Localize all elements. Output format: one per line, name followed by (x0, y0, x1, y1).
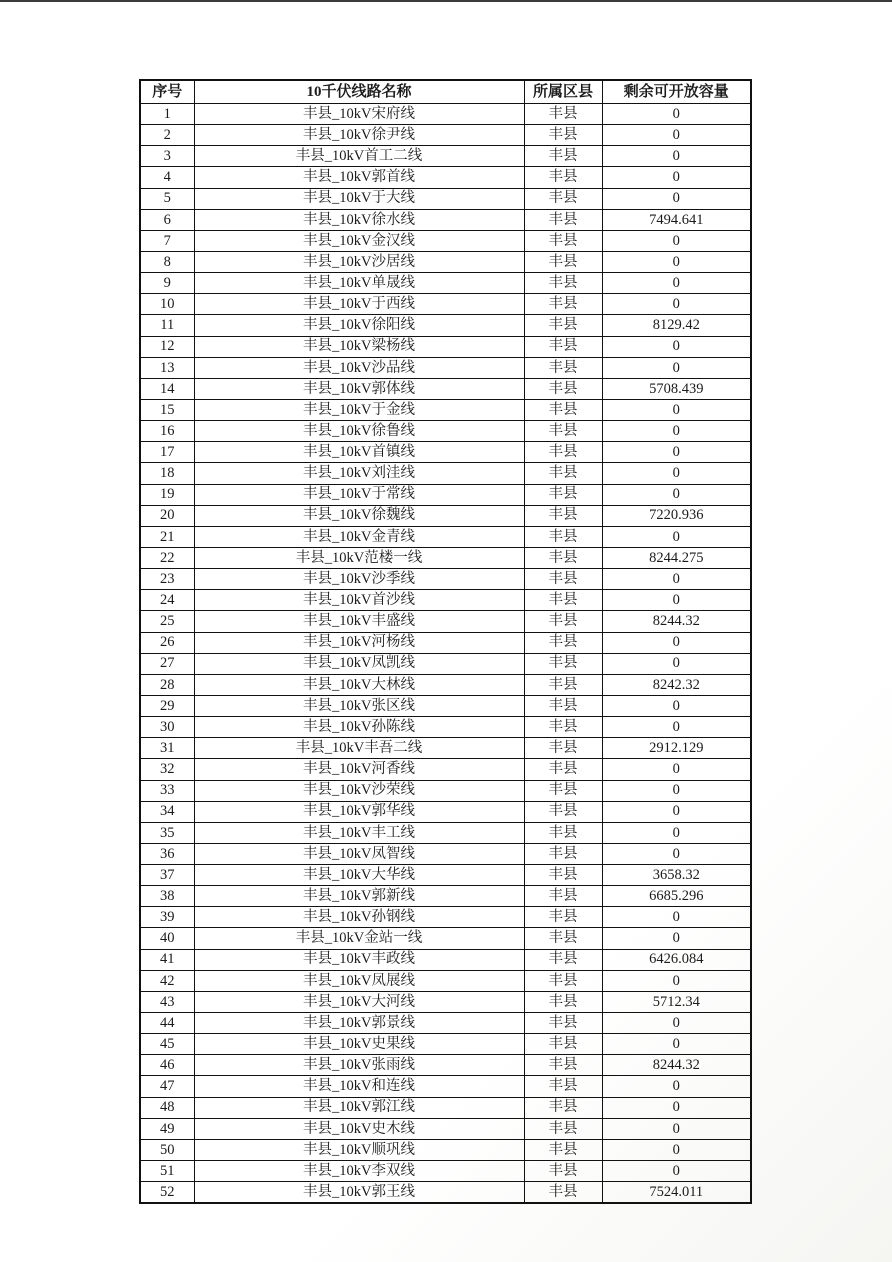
cell-district: 丰县 (524, 865, 602, 886)
cell-district: 丰县 (524, 1182, 602, 1204)
cell-district: 丰县 (524, 315, 602, 336)
cell-district: 丰县 (524, 632, 602, 653)
cell-capacity: 0 (602, 759, 751, 780)
cell-capacity: 0 (602, 484, 751, 505)
cell-district: 丰县 (524, 230, 602, 251)
cell-district: 丰县 (524, 653, 602, 674)
table-row (140, 590, 751, 611)
cell-district: 丰县 (524, 378, 602, 399)
cell-district: 丰县 (524, 1097, 602, 1118)
col-header-line-name: 10千伏线路名称 (194, 80, 524, 104)
table-row (140, 315, 751, 336)
table-row (140, 1161, 751, 1182)
cell-district: 丰县 (524, 1118, 602, 1139)
cell-line-name: 丰县_10kV河杨线 (194, 632, 524, 653)
cell-line-name: 丰县_10kV丰吾二线 (194, 738, 524, 759)
cell-serial: 28 (140, 674, 194, 695)
cell-line-name: 丰县_10kV金青线 (194, 526, 524, 547)
table-row (140, 146, 751, 167)
table-row (140, 970, 751, 991)
cell-capacity: 5708.439 (602, 378, 751, 399)
cell-district: 丰县 (524, 188, 602, 209)
cell-line-name: 丰县_10kV首工二线 (194, 146, 524, 167)
cell-line-name: 丰县_10kV于金线 (194, 399, 524, 420)
table-row (140, 378, 751, 399)
cell-capacity: 0 (602, 1097, 751, 1118)
table-row (140, 1055, 751, 1076)
cell-line-name: 丰县_10kV徐魏线 (194, 505, 524, 526)
cell-line-name: 丰县_10kV徐尹线 (194, 125, 524, 146)
table-row (140, 125, 751, 146)
table-row (140, 907, 751, 928)
table-row (140, 886, 751, 907)
table-row (140, 1139, 751, 1160)
cell-serial: 24 (140, 590, 194, 611)
cell-capacity: 0 (602, 695, 751, 716)
table-row (140, 104, 751, 125)
cell-capacity: 0 (602, 442, 751, 463)
cell-district: 丰县 (524, 1034, 602, 1055)
cell-line-name: 丰县_10kV梁杨线 (194, 336, 524, 357)
cell-district: 丰县 (524, 695, 602, 716)
cell-serial: 36 (140, 843, 194, 864)
cell-district: 丰县 (524, 484, 602, 505)
cell-line-name: 丰县_10kV凤凯线 (194, 653, 524, 674)
cell-district: 丰县 (524, 251, 602, 272)
cell-line-name: 丰县_10kV顺巩线 (194, 1139, 524, 1160)
cell-capacity: 0 (602, 780, 751, 801)
cell-line-name: 丰县_10kV徐阳线 (194, 315, 524, 336)
cell-capacity: 0 (602, 463, 751, 484)
cell-district: 丰县 (524, 104, 602, 125)
cell-capacity: 0 (602, 1118, 751, 1139)
table-row (140, 547, 751, 568)
cell-district: 丰县 (524, 125, 602, 146)
cell-serial: 18 (140, 463, 194, 484)
cell-serial: 2 (140, 125, 194, 146)
cell-capacity: 5712.34 (602, 991, 751, 1012)
table-row (140, 822, 751, 843)
cell-district: 丰县 (524, 801, 602, 822)
cell-capacity: 0 (602, 1076, 751, 1097)
cell-district: 丰县 (524, 674, 602, 695)
cell-district: 丰县 (524, 949, 602, 970)
cell-district: 丰县 (524, 822, 602, 843)
cell-serial: 7 (140, 230, 194, 251)
cell-capacity: 0 (602, 357, 751, 378)
cell-serial: 23 (140, 569, 194, 590)
cell-capacity: 0 (602, 1034, 751, 1055)
table-row (140, 1013, 751, 1034)
cell-capacity: 8129.42 (602, 315, 751, 336)
table-row (140, 1118, 751, 1139)
cell-line-name: 丰县_10kV大林线 (194, 674, 524, 695)
table-header-row (140, 80, 751, 104)
cell-serial: 48 (140, 1097, 194, 1118)
cell-capacity: 0 (602, 928, 751, 949)
cell-district: 丰县 (524, 1161, 602, 1182)
table-row (140, 569, 751, 590)
cell-serial: 32 (140, 759, 194, 780)
cell-line-name: 丰县_10kV凤智线 (194, 843, 524, 864)
table-row (140, 336, 751, 357)
cell-line-name: 丰县_10kV郭首线 (194, 167, 524, 188)
cell-line-name: 丰县_10kV大华线 (194, 865, 524, 886)
cell-line-name: 丰县_10kV河香线 (194, 759, 524, 780)
cell-district: 丰县 (524, 1055, 602, 1076)
cell-line-name: 丰县_10kV丰工线 (194, 822, 524, 843)
cell-capacity: 0 (602, 167, 751, 188)
cell-capacity: 0 (602, 526, 751, 547)
table-row (140, 801, 751, 822)
cell-serial: 14 (140, 378, 194, 399)
table-row (140, 928, 751, 949)
cell-serial: 19 (140, 484, 194, 505)
col-header-index: 序号 (140, 80, 194, 104)
table-row (140, 1034, 751, 1055)
cell-line-name: 丰县_10kV郭新线 (194, 886, 524, 907)
table-row (140, 442, 751, 463)
cell-line-name: 丰县_10kV和连线 (194, 1076, 524, 1097)
cell-serial: 27 (140, 653, 194, 674)
cell-capacity: 8242.32 (602, 674, 751, 695)
cell-capacity: 0 (602, 843, 751, 864)
cell-district: 丰县 (524, 1013, 602, 1034)
cell-capacity: 6426.084 (602, 949, 751, 970)
table-row (140, 188, 751, 209)
table-row (140, 526, 751, 547)
cell-capacity: 0 (602, 1139, 751, 1160)
table-row (140, 357, 751, 378)
cell-line-name: 丰县_10kV于大线 (194, 188, 524, 209)
cell-capacity: 0 (602, 717, 751, 738)
cell-capacity: 8244.32 (602, 611, 751, 632)
cell-serial: 44 (140, 1013, 194, 1034)
col-header-district: 所属区县 (524, 80, 602, 104)
cell-district: 丰县 (524, 1139, 602, 1160)
cell-line-name: 丰县_10kV徐水线 (194, 209, 524, 230)
cell-line-name: 丰县_10kV刘洼线 (194, 463, 524, 484)
cell-line-name: 丰县_10kV大河线 (194, 991, 524, 1012)
table-row (140, 273, 751, 294)
cell-serial: 40 (140, 928, 194, 949)
cell-serial: 51 (140, 1161, 194, 1182)
table-row (140, 484, 751, 505)
table-row (140, 949, 751, 970)
cell-district: 丰县 (524, 526, 602, 547)
cell-capacity: 7524.011 (602, 1182, 751, 1204)
cell-line-name: 丰县_10kV首沙线 (194, 590, 524, 611)
cell-capacity: 6685.296 (602, 886, 751, 907)
capacity-table (139, 79, 752, 1204)
table-row (140, 209, 751, 230)
cell-line-name: 丰县_10kV张雨线 (194, 1055, 524, 1076)
cell-line-name: 丰县_10kV于常线 (194, 484, 524, 505)
cell-district: 丰县 (524, 167, 602, 188)
cell-line-name: 丰县_10kV李双线 (194, 1161, 524, 1182)
cell-serial: 15 (140, 399, 194, 420)
cell-capacity: 0 (602, 104, 751, 125)
cell-district: 丰县 (524, 907, 602, 928)
cell-district: 丰县 (524, 336, 602, 357)
table-row (140, 1097, 751, 1118)
cell-capacity: 8244.32 (602, 1055, 751, 1076)
table-row (140, 695, 751, 716)
cell-capacity: 0 (602, 230, 751, 251)
cell-capacity: 0 (602, 399, 751, 420)
cell-capacity: 3658.32 (602, 865, 751, 886)
table-row (140, 738, 751, 759)
cell-serial: 26 (140, 632, 194, 653)
cell-serial: 8 (140, 251, 194, 272)
cell-line-name: 丰县_10kV范楼一线 (194, 547, 524, 568)
cell-line-name: 丰县_10kV史果线 (194, 1034, 524, 1055)
cell-district: 丰县 (524, 463, 602, 484)
table-row (140, 843, 751, 864)
cell-serial: 11 (140, 315, 194, 336)
cell-serial: 38 (140, 886, 194, 907)
cell-line-name: 丰县_10kV丰政线 (194, 949, 524, 970)
cell-line-name: 丰县_10kV丰盛线 (194, 611, 524, 632)
cell-district: 丰县 (524, 357, 602, 378)
table-row (140, 632, 751, 653)
cell-capacity: 0 (602, 632, 751, 653)
cell-serial: 29 (140, 695, 194, 716)
cell-serial: 52 (140, 1182, 194, 1204)
table-body (140, 104, 751, 1204)
cell-line-name: 丰县_10kV史木线 (194, 1118, 524, 1139)
cell-serial: 37 (140, 865, 194, 886)
cell-serial: 25 (140, 611, 194, 632)
cell-line-name: 丰县_10kV沙品线 (194, 357, 524, 378)
table-row (140, 653, 751, 674)
cell-capacity: 0 (602, 125, 751, 146)
table-row (140, 674, 751, 695)
cell-district: 丰县 (524, 294, 602, 315)
cell-line-name: 丰县_10kV首镇线 (194, 442, 524, 463)
cell-district: 丰县 (524, 421, 602, 442)
cell-district: 丰县 (524, 843, 602, 864)
table-row (140, 1076, 751, 1097)
cell-district: 丰县 (524, 970, 602, 991)
cell-serial: 9 (140, 273, 194, 294)
cell-capacity: 7220.936 (602, 505, 751, 526)
cell-serial: 12 (140, 336, 194, 357)
cell-serial: 4 (140, 167, 194, 188)
cell-line-name: 丰县_10kV郭江线 (194, 1097, 524, 1118)
cell-line-name: 丰县_10kV郭体线 (194, 378, 524, 399)
cell-line-name: 丰县_10kV金汉线 (194, 230, 524, 251)
cell-district: 丰县 (524, 780, 602, 801)
table-row (140, 865, 751, 886)
cell-serial: 1 (140, 104, 194, 125)
table-row (140, 167, 751, 188)
cell-capacity: 0 (602, 336, 751, 357)
table-row (140, 780, 751, 801)
cell-serial: 35 (140, 822, 194, 843)
cell-district: 丰县 (524, 717, 602, 738)
cell-serial: 46 (140, 1055, 194, 1076)
cell-district: 丰县 (524, 759, 602, 780)
table-row (140, 294, 751, 315)
cell-district: 丰县 (524, 569, 602, 590)
table-row (140, 505, 751, 526)
cell-serial: 39 (140, 907, 194, 928)
cell-serial: 50 (140, 1139, 194, 1160)
cell-serial: 10 (140, 294, 194, 315)
cell-serial: 41 (140, 949, 194, 970)
table-row (140, 399, 751, 420)
cell-capacity: 0 (602, 421, 751, 442)
table-row (140, 1182, 751, 1204)
cell-line-name: 丰县_10kV郭景线 (194, 1013, 524, 1034)
cell-district: 丰县 (524, 209, 602, 230)
cell-serial: 42 (140, 970, 194, 991)
cell-serial: 45 (140, 1034, 194, 1055)
cell-capacity: 0 (602, 590, 751, 611)
cell-district: 丰县 (524, 738, 602, 759)
cell-capacity: 7494.641 (602, 209, 751, 230)
cell-serial: 33 (140, 780, 194, 801)
cell-serial: 17 (140, 442, 194, 463)
cell-line-name: 丰县_10kV沙季线 (194, 569, 524, 590)
cell-serial: 16 (140, 421, 194, 442)
cell-serial: 5 (140, 188, 194, 209)
table-row (140, 991, 751, 1012)
cell-capacity: 2912.129 (602, 738, 751, 759)
cell-capacity: 0 (602, 1013, 751, 1034)
table-row (140, 463, 751, 484)
page-top-edge (0, 0, 892, 2)
col-header-capacity: 剩余可开放容量 (602, 80, 751, 104)
cell-line-name: 丰县_10kV郭王线 (194, 1182, 524, 1204)
cell-district: 丰县 (524, 611, 602, 632)
cell-serial: 6 (140, 209, 194, 230)
cell-capacity: 0 (602, 801, 751, 822)
cell-serial: 30 (140, 717, 194, 738)
cell-line-name: 丰县_10kV凤展线 (194, 970, 524, 991)
cell-capacity: 0 (602, 273, 751, 294)
cell-line-name: 丰县_10kV徐鲁线 (194, 421, 524, 442)
cell-line-name: 丰县_10kV郭华线 (194, 801, 524, 822)
cell-district: 丰县 (524, 928, 602, 949)
cell-district: 丰县 (524, 1076, 602, 1097)
cell-serial: 22 (140, 547, 194, 568)
cell-district: 丰县 (524, 547, 602, 568)
cell-line-name: 丰县_10kV张区线 (194, 695, 524, 716)
cell-line-name: 丰县_10kV宋府线 (194, 104, 524, 125)
cell-capacity: 0 (602, 188, 751, 209)
cell-capacity: 0 (602, 251, 751, 272)
cell-serial: 49 (140, 1118, 194, 1139)
cell-capacity: 0 (602, 569, 751, 590)
cell-capacity: 0 (602, 970, 751, 991)
cell-line-name: 丰县_10kV于西线 (194, 294, 524, 315)
table-row (140, 759, 751, 780)
cell-capacity: 0 (602, 1161, 751, 1182)
cell-line-name: 丰县_10kV单晟线 (194, 273, 524, 294)
cell-district: 丰县 (524, 886, 602, 907)
table-row (140, 251, 751, 272)
cell-line-name: 丰县_10kV孙钢线 (194, 907, 524, 928)
table-row (140, 717, 751, 738)
cell-district: 丰县 (524, 590, 602, 611)
cell-line-name: 丰县_10kV孙陈线 (194, 717, 524, 738)
cell-serial: 34 (140, 801, 194, 822)
cell-serial: 47 (140, 1076, 194, 1097)
cell-line-name: 丰县_10kV沙居线 (194, 251, 524, 272)
cell-serial: 21 (140, 526, 194, 547)
cell-capacity: 0 (602, 822, 751, 843)
cell-serial: 43 (140, 991, 194, 1012)
table-row (140, 421, 751, 442)
cell-capacity: 0 (602, 653, 751, 674)
cell-line-name: 丰县_10kV沙荣线 (194, 780, 524, 801)
cell-serial: 20 (140, 505, 194, 526)
cell-district: 丰县 (524, 146, 602, 167)
cell-line-name: 丰县_10kV金站一线 (194, 928, 524, 949)
cell-serial: 3 (140, 146, 194, 167)
cell-district: 丰县 (524, 399, 602, 420)
cell-district: 丰县 (524, 273, 602, 294)
cell-capacity: 0 (602, 907, 751, 928)
cell-capacity: 8244.275 (602, 547, 751, 568)
table-row (140, 230, 751, 251)
cell-district: 丰县 (524, 991, 602, 1012)
cell-capacity: 0 (602, 294, 751, 315)
cell-capacity: 0 (602, 146, 751, 167)
cell-serial: 13 (140, 357, 194, 378)
table-row (140, 611, 751, 632)
cell-district: 丰县 (524, 505, 602, 526)
cell-district: 丰县 (524, 442, 602, 463)
cell-serial: 31 (140, 738, 194, 759)
